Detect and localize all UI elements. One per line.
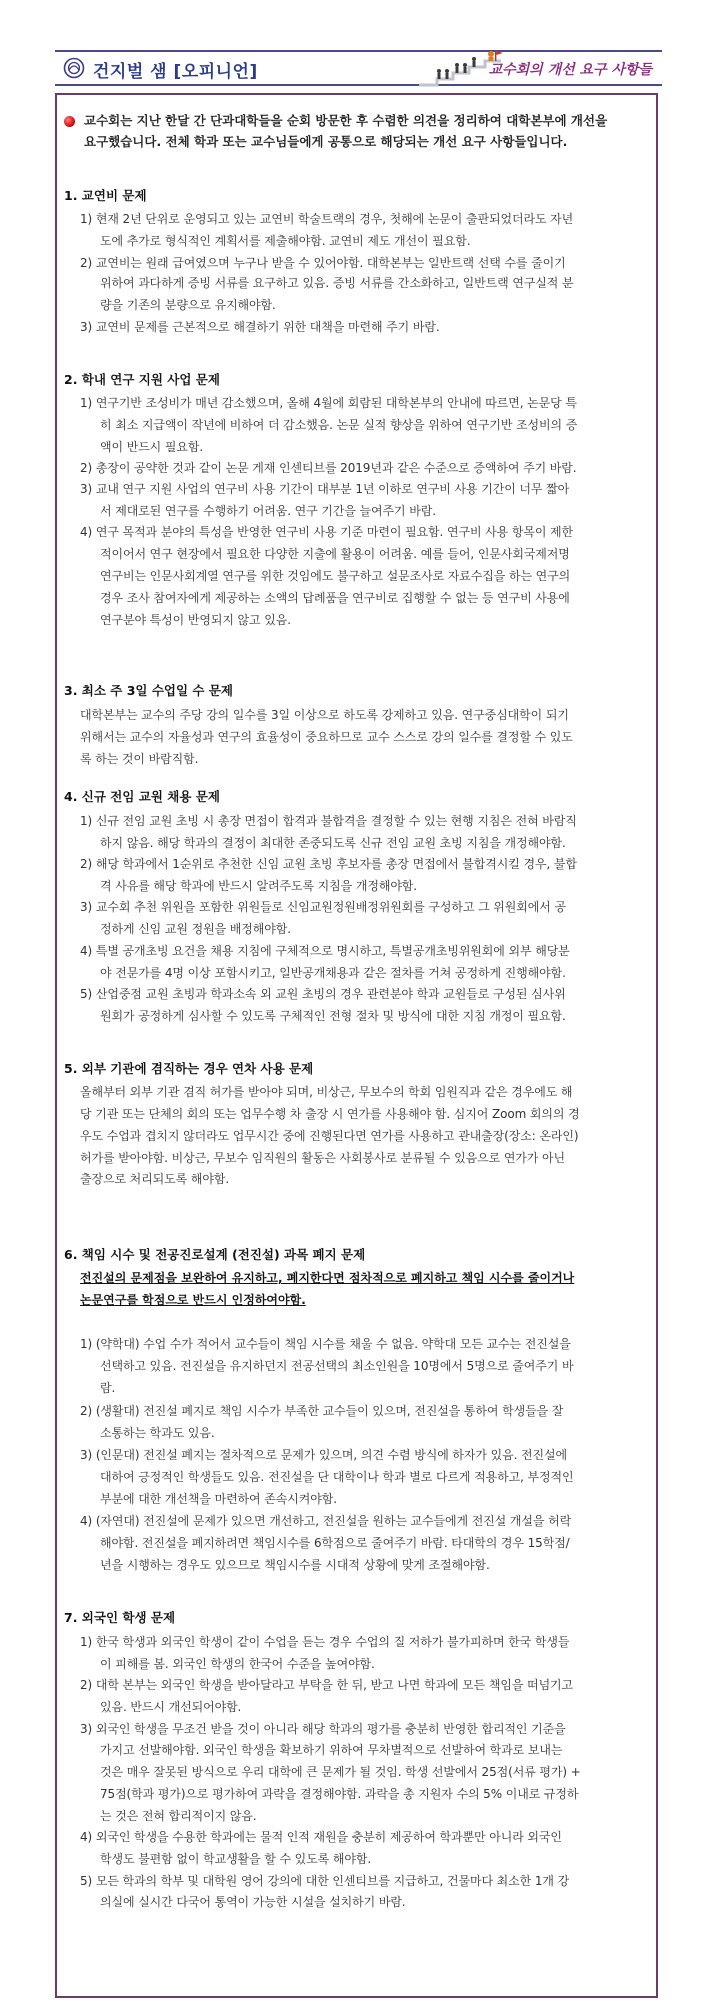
section-line: 원회가 공정하게 심사할 수 있도록 구체적인 전형 절차 및 방식에 대한 지침 개정이 필요함. bbox=[100, 1009, 566, 1023]
section-line: 소통하는 학과도 있음. bbox=[100, 1426, 215, 1440]
section-heading: 6. 책임 시수 및 전공진로설계 (전진설) 과목 폐지 문제 bbox=[64, 1247, 366, 1262]
section-line: 1) (약학대) 수업 수가 적어서 교수들이 책임 시수를 채울 수 없음. 약학대 모든 교수는 전진설을 bbox=[80, 1337, 571, 1351]
section-line: 4) 특별 공개초빙 요건을 채용 지침에 구체적으로 명시하고, 특별공개초빙위원회에 외부 해당분 bbox=[80, 944, 570, 958]
section-line: 3) 외국인 학생을 무조건 받을 것이 아니라 해당 학과의 평가를 충분히 반영한 합리적인 기준을 bbox=[80, 1722, 566, 1736]
section-line: 해야함. 전진설을 폐지하려면 책임시수를 6학점으로 줄여주기 바람. 타대학의 경우 15학점/ bbox=[100, 1536, 570, 1550]
section-line: 우도 수업과 겹치지 않더라도 업무시간 중에 진행된다면 연가를 사용하고 관내출장(장소: 온라인) bbox=[80, 1129, 579, 1143]
section-line: 가지고 선발해야함. 외국인 학생을 확보하기 위하여 무차별적으로 선발하여 학과로 보내는 bbox=[100, 1743, 563, 1757]
section-heading: 3. 최소 주 3일 수업일 수 문제 bbox=[64, 683, 234, 698]
section-line: 5) 산업중점 교원 초빙과 학과소속 외 교원 초빙의 경우 관련분야 학과 교원들로 구성된 심사위 bbox=[80, 987, 566, 1001]
intro-line-2: 요구했습니다. 전체 학과 또는 교수님들에게 공통으로 해당되는 개선 요구 사항들입니다. bbox=[84, 134, 568, 149]
section-line: 4) 외국인 학생을 수용한 학과에는 물적 인적 재원을 충분히 제공하여 학과뿐만 아니라 외국인 bbox=[80, 1830, 562, 1844]
section-line: 2) 교연비는 원래 급여였으며 누구나 받을 수 있어야함. 대학본부는 일반트랙 선택 수를 줄이기 bbox=[80, 256, 566, 270]
section-heading: 7. 외국인 학생 문제 bbox=[64, 1610, 176, 1625]
section-line: 허가를 받아야함. 비상근, 무보수 임직원의 활동은 사회봉사로 분류될 수 있음으로 연가가 아닌 bbox=[80, 1151, 565, 1165]
section-line: 선택하고 있음. 전진설을 유지하던지 전공선택의 최소인원을 10명에서 5명으로 줄여주기 바 bbox=[100, 1359, 574, 1373]
section-line: 정하게 신임 교원 정원을 배정해야함. bbox=[100, 922, 291, 936]
page-subtitle: 교수회의 개선 요구 사항들 bbox=[488, 62, 652, 78]
section-line: 야 전문가를 4명 이상 포함시키고, 일반공개채용과 같은 절차를 거쳐 공정하게 진행해야함. bbox=[100, 966, 566, 980]
university-logo-icon bbox=[63, 57, 85, 79]
section-line: 4) 연구 목적과 분야의 특성을 반영한 연구비 사용 기준 마련이 필요함. 연구비 사용 항목이 제한 bbox=[80, 525, 574, 539]
section-line: 록 하는 것이 바람직함. bbox=[80, 752, 199, 766]
section-line: 5) 모든 학과의 학부 및 대학원 영어 강의에 대한 인센티브를 지급하고, 건물마다 최소한 1개 강 bbox=[80, 1874, 570, 1888]
section-line: 3) 교연비 문제를 근본적으로 해결하기 위한 대책을 마련해 주기 바람. bbox=[80, 320, 440, 334]
section-line: 출장으로 처리되도록 해야함. bbox=[80, 1172, 230, 1186]
section-line: 경우 조사 참여자에게 제공하는 소액의 답례품을 연구비로 집행할 수 없는 등 연구비 사용에 bbox=[100, 591, 570, 605]
page-title: 건지벌 샘 [오피니언] bbox=[93, 62, 258, 82]
section-line: 연구분야 특성이 반영되지 않고 있음. bbox=[100, 613, 291, 627]
section-line: 이 피해를 봄. 외국인 학생의 한국어 수준을 높여야함. bbox=[100, 1657, 375, 1671]
section-line: 3) 교내 연구 지원 사업의 연구비 사용 기간이 대부분 1년 이하로 연구비 사용 기간이 너무 짧아 bbox=[80, 482, 570, 496]
section-line: 2) 해당 학과에서 1순위로 추천한 신임 교원 초빙 후보자를 총장 면접에서 불합격시킬 경우, 불합 bbox=[80, 857, 577, 871]
section-line: 2) 대학 본부는 외국인 학생을 받아달라고 부탁을 한 뒤, 받고 나면 학과에 모든 책임을 떠넘기고 bbox=[80, 1678, 574, 1692]
section-line: 학생도 불편함 없이 학교생활을 할 수 있도록 해야함. bbox=[100, 1852, 372, 1866]
section-line: 4) (자연대) 전진설에 문제가 있으면 개선하고, 전진설을 원하는 교수들에게 전진설 개설을 허락 bbox=[80, 1514, 572, 1528]
section-line: 하지 않음. 해당 학과의 결정이 최대한 존중되도록 신규 전임 교원 초빙 지침을 개정해야함. bbox=[100, 836, 566, 850]
section-line: 1) 연구기반 조성비가 매년 감소했으며, 올해 4월에 회람된 대학본부의 안내에 따르면, 논문당 특 bbox=[80, 396, 577, 410]
section-line: 람. bbox=[100, 1381, 116, 1395]
section-line: 액이 반드시 필요함. bbox=[100, 440, 204, 454]
section-line: 연구비는 인문사회계열 연구를 위한 것임에도 불구하고 설문조사로 자료수집을 하는 연구의 bbox=[100, 569, 571, 583]
section-heading: 1. 교연비 문제 bbox=[64, 188, 147, 203]
section-line: 도에 추가로 형식적인 계획서를 제출해야함. 교연비 제도 개선이 필요함. bbox=[100, 234, 471, 248]
section-line: 부분에 대한 개선책을 마련하여 존속시켜야함. bbox=[100, 1492, 337, 1506]
section-line: 것은 매우 잘못된 방식으로 우리 대학에 큰 문제가 될 것임. 학생 선발에서 25점(서류 평가) + bbox=[100, 1765, 581, 1779]
section-line: 2) 총장이 공약한 것과 같이 논문 게재 인센티브를 2019년과 같은 수준으로 증액하여 주기 바람. bbox=[80, 461, 577, 475]
section-line: 는 것은 전혀 합리적이지 않음. bbox=[100, 1809, 257, 1823]
section-line: 적이어서 연구 현장에서 필요한 다양한 지출에 활용이 어려움. 예를 들어, 인문사회국제저명 bbox=[100, 547, 570, 561]
section-line: 대학본부는 교수의 주당 강의 일수를 3일 이상으로 하도록 강제하고 있음. 연구중심대학이 되기 bbox=[80, 708, 569, 722]
section-heading: 5. 외부 기관에 겸직하는 경우 연차 사용 문제 bbox=[64, 1061, 314, 1076]
section-line: 있음. 반드시 개선되어야함. bbox=[100, 1700, 242, 1714]
section-line: 년을 시행하는 경우도 있으므로 책임시수를 시대적 상황에 맞게 조절해야함. bbox=[100, 1558, 490, 1572]
section-line: 3) (인문대) 전진설 폐지는 절차적으로 문제가 있으며, 의견 수렴 방식에 하자가 있음. 전진설에 bbox=[80, 1448, 567, 1462]
section-line: 당 기관 또는 단체의 회의 또는 업무수행 차 출장 시 연가를 사용해야 함. 심지어 Zoom 회의의 경 bbox=[80, 1107, 580, 1121]
section-line: 1) 현재 2년 단위로 운영되고 있는 교연비 학술트랙의 경우, 첫해에 논문이 출판되었더라도 자년 bbox=[80, 212, 574, 226]
section-line: 서 제대로된 연구를 수행하기 어려움. 연구 기간을 늘여주기 바람. bbox=[100, 504, 436, 518]
section-line: 위하여 과다하게 증빙 서류를 요구하고 있음. 증빙 서류를 간소화하고, 일반트랙 연구실적 분 bbox=[100, 276, 574, 290]
intro-line-1: 교수회는 지난 한달 간 단과대학들을 순회 방문한 후 수렴한 의견을 정리하여 대학본부에 개선을 bbox=[84, 113, 608, 128]
section-line: 75점(학과 평가)으로 평가하여 과락을 결정해야함. 과락을 총 지원자 수의 5% 이내로 규정하 bbox=[100, 1787, 579, 1801]
section-emphasis-line: 전진설의 문제점을 보완하여 유지하고, 폐지한다면 점차적으로 폐지하고 책임 시수를 줄이거나 bbox=[80, 1271, 575, 1285]
red-bullet-icon bbox=[64, 116, 75, 127]
section-heading: 4. 신규 전임 교원 채용 문제 bbox=[64, 789, 220, 804]
section-line: 량을 기존의 분량으로 유지해야함. bbox=[100, 298, 276, 312]
section-line: 1) 신규 전임 교원 초빙 시 총장 면접이 합격과 불합격을 결정할 수 있는 현행 지침은 전혀 바람직 bbox=[80, 814, 577, 828]
section-line: 의실에 실시간 다국어 통역이 가능한 시설을 설치하기 바람. bbox=[100, 1895, 406, 1909]
header-bottom-rule bbox=[55, 84, 662, 86]
section-line: 위해서는 교수의 자율성과 연구의 효율성이 중요하므로 교수 스스로 강의 일수를 결정할 수 있도 bbox=[80, 730, 573, 744]
section-line: 격 사유를 해당 학과에 반드시 알려주도록 지침을 개정해야함. bbox=[100, 879, 418, 893]
section-line: 1) 한국 학생과 외국인 학생이 같이 수업을 듣는 경우 수업의 질 저하가 불가피하며 한국 학생들 bbox=[80, 1635, 570, 1649]
section-line: 히 최소 지급액이 작년에 비하여 더 감소했음. 논문 실적 향상을 위하여 연구기반 조성비의 증 bbox=[100, 418, 578, 432]
section-line: 3) 교수회 추천 위원을 포함한 위원들로 신임교원정원배정위원회를 구성하고 그 위원회에서 공 bbox=[80, 900, 566, 914]
section-line: 올해부터 외부 기관 겸직 허가를 받아야 되며, 비상근, 무보수의 학회 임원직과 같은 경우에도 해 bbox=[80, 1085, 573, 1099]
section-emphasis-line: 논문연구를 학점으로 반드시 인정하여야함. bbox=[80, 1293, 306, 1307]
header-banner bbox=[55, 50, 662, 86]
section-heading: 2. 학내 연구 지원 사업 문제 bbox=[64, 372, 220, 387]
section-line: 대하여 긍정적인 학생들도 있음. 전진설을 단 대학이나 학과 별로 다르게 적용하고, 부정적인 bbox=[100, 1470, 574, 1484]
header-top-rule bbox=[55, 50, 662, 52]
section-line: 2) (생활대) 전진설 폐지로 책임 시수가 부족한 교수들이 있으며, 전진설을 통하여 학생들을 잘 bbox=[80, 1404, 564, 1418]
